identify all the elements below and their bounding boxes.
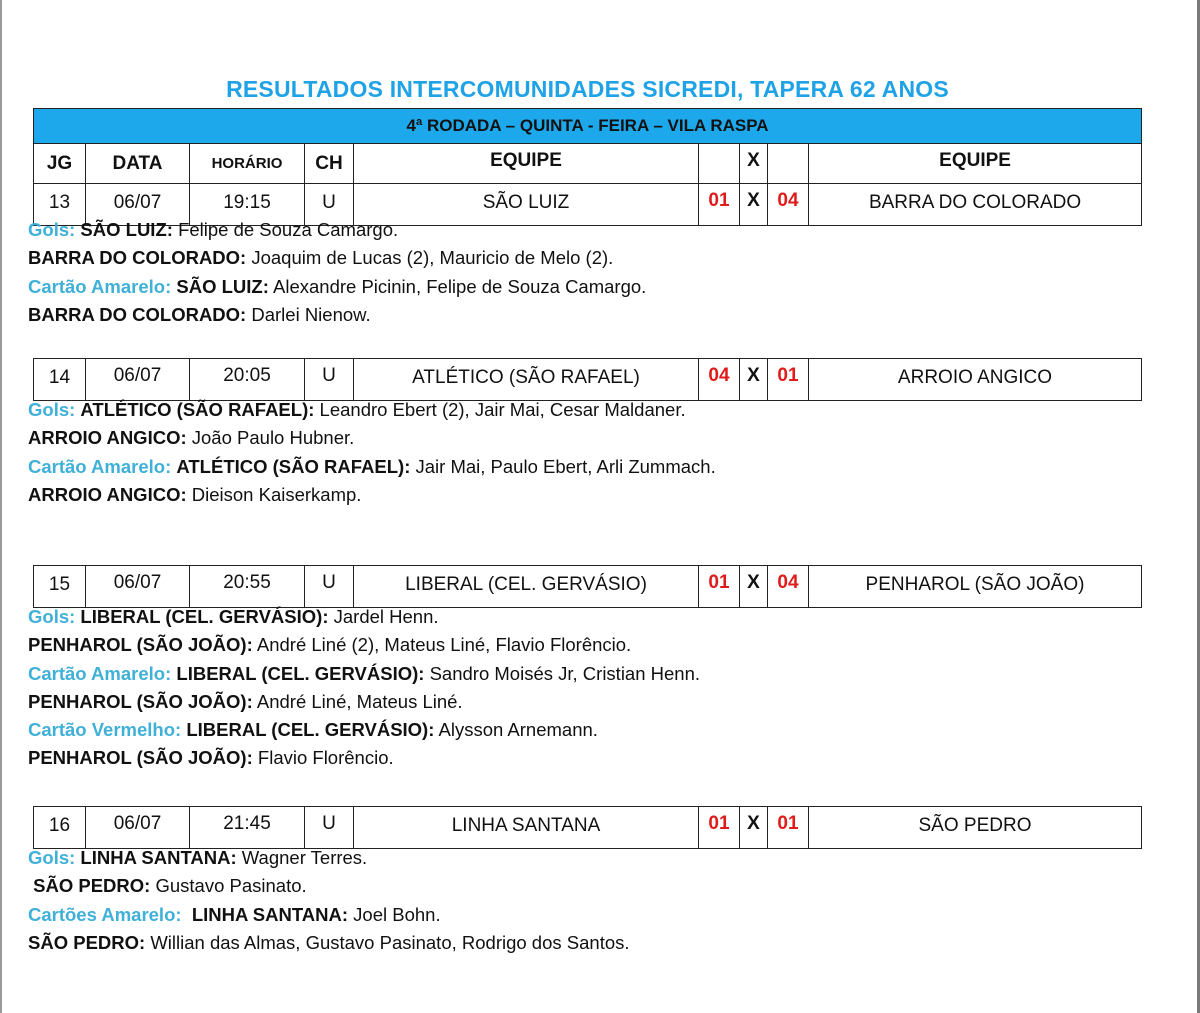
header-ch: CH bbox=[305, 144, 354, 184]
page-title: RESULTADOS INTERCOMUNIDADES SICREDI, TAPERA 62 ANOS bbox=[226, 76, 949, 102]
event-team: ATLÉTICO (SÃO RAFAEL): bbox=[176, 455, 411, 477]
event-team: PENHAROL (SÃO JOÃO): bbox=[28, 747, 253, 769]
round-title: 4ª RODADA – QUINTA - FEIRA – VILA RASPA bbox=[34, 109, 1142, 144]
match-time: 19:15 bbox=[190, 184, 305, 226]
event-label: Cartão Vermelho: bbox=[28, 719, 182, 741]
event-team: SÃO LUIZ: bbox=[176, 275, 269, 297]
event-line bbox=[28, 844, 630, 872]
match-date: 06/07 bbox=[86, 184, 190, 226]
match-16-events bbox=[28, 844, 630, 957]
event-line bbox=[28, 716, 700, 744]
match-date: 06/07 bbox=[86, 359, 190, 401]
event-team: ARROIO ANGICO: bbox=[28, 483, 187, 505]
event-text: Gustavo Pasinato. bbox=[155, 875, 307, 897]
event-label: Gols: bbox=[28, 219, 76, 240]
event-line bbox=[28, 273, 646, 301]
home-team: SÃO LUIZ bbox=[354, 184, 699, 226]
match-jg: 15 bbox=[34, 566, 86, 608]
home-score: 01 bbox=[699, 807, 740, 849]
event-text: Willian das Almas, Gustavo Pasinato, Rodrigo dos Santos. bbox=[150, 931, 630, 953]
event-team: SÃO PEDRO: bbox=[28, 931, 146, 953]
event-line bbox=[28, 603, 700, 631]
event-team: LINHA SANTANA: bbox=[80, 847, 237, 868]
event-label: Gols: bbox=[28, 606, 76, 627]
match-time: 20:05 bbox=[190, 359, 305, 401]
match-row bbox=[34, 359, 1142, 401]
versus-x: X bbox=[740, 359, 768, 401]
home-score: 01 bbox=[699, 566, 740, 608]
event-label: Cartões Amarelo: bbox=[28, 903, 182, 925]
page-left-edge bbox=[0, 0, 2, 1013]
event-team: SÃO PEDRO: bbox=[33, 875, 151, 897]
match-ch: U bbox=[305, 807, 354, 849]
event-team: BARRA DO COLORADO: bbox=[28, 303, 247, 325]
event-label: Gols: bbox=[28, 399, 76, 420]
event-text: Joaquim de Lucas (2), Mauricio de Melo (2). bbox=[251, 247, 614, 269]
versus-x: X bbox=[740, 184, 768, 226]
away-team: PENHAROL (SÃO JOÃO) bbox=[809, 566, 1142, 608]
event-text: Sandro Moisés Jr, Cristian Henn. bbox=[429, 662, 701, 684]
versus-x: X bbox=[740, 807, 768, 849]
header-equipe-away: EQUIPE bbox=[809, 144, 1142, 184]
away-team: BARRA DO COLORADO bbox=[809, 184, 1142, 226]
match-time: 20:55 bbox=[190, 566, 305, 608]
event-text: Darlei Nienow. bbox=[251, 303, 371, 325]
event-team: PENHAROL (SÃO JOÃO): bbox=[28, 634, 253, 656]
event-label: Cartão Amarelo: bbox=[28, 275, 172, 297]
header-blank-2 bbox=[768, 144, 809, 184]
header-blank-1 bbox=[699, 144, 740, 184]
away-score: 04 bbox=[768, 184, 809, 226]
event-label: Cartão Amarelo: bbox=[28, 455, 172, 477]
event-text: André Liné, Mateus Liné. bbox=[256, 690, 463, 712]
event-text: André Liné (2), Mateus Liné, Flavio Florêncio. bbox=[256, 634, 632, 656]
event-text: Wagner Terres. bbox=[241, 847, 368, 868]
match-jg: 13 bbox=[34, 184, 86, 226]
event-team: LIBERAL (CEL. GERVÁSIO): bbox=[186, 719, 435, 741]
match-date: 06/07 bbox=[86, 807, 190, 849]
event-team: LIBERAL (CEL. GERVÁSIO): bbox=[80, 606, 329, 627]
home-team: LINHA SANTANA bbox=[354, 807, 699, 849]
event-team: ATLÉTICO (SÃO RAFAEL): bbox=[80, 399, 315, 420]
away-score: 04 bbox=[768, 566, 809, 608]
event-text: Leandro Ebert (2), Jair Mai, Cesar Maldaner. bbox=[319, 399, 686, 420]
match-jg: 16 bbox=[34, 807, 86, 849]
event-team: SÃO LUIZ: bbox=[80, 219, 173, 240]
event-line bbox=[28, 481, 716, 509]
event-line bbox=[28, 216, 646, 244]
event-line bbox=[28, 660, 700, 688]
header-equipe-home: EQUIPE bbox=[354, 144, 699, 184]
home-score: 01 bbox=[699, 184, 740, 226]
event-line bbox=[28, 901, 630, 929]
away-team: SÃO PEDRO bbox=[809, 807, 1142, 849]
match-16-table bbox=[33, 806, 1142, 849]
event-text: Felipe de Souza Camargo. bbox=[178, 219, 399, 240]
event-line bbox=[28, 929, 630, 957]
event-line bbox=[28, 301, 646, 329]
event-line bbox=[28, 872, 630, 900]
round-bar bbox=[34, 109, 1142, 144]
match-jg: 14 bbox=[34, 359, 86, 401]
event-text: Alexandre Picinin, Felipe de Souza Camargo. bbox=[273, 275, 647, 297]
event-team: LINHA SANTANA: bbox=[191, 903, 349, 925]
match-15-events bbox=[28, 603, 700, 773]
event-label: Cartão Amarelo: bbox=[28, 662, 172, 684]
home-score: 04 bbox=[699, 359, 740, 401]
event-text: Jardel Henn. bbox=[333, 606, 439, 627]
match-13-events bbox=[28, 216, 646, 329]
home-team: ATLÉTICO (SÃO RAFAEL) bbox=[354, 359, 699, 401]
match-14-events bbox=[28, 396, 716, 509]
away-score: 01 bbox=[768, 807, 809, 849]
event-line bbox=[28, 631, 700, 659]
match-ch: U bbox=[305, 359, 354, 401]
event-line bbox=[28, 744, 700, 772]
match-date: 06/07 bbox=[86, 566, 190, 608]
event-line bbox=[28, 424, 716, 452]
versus-x: X bbox=[740, 566, 768, 608]
event-text: Jair Mai, Paulo Ebert, Arli Zummach. bbox=[415, 455, 716, 477]
match-row bbox=[34, 807, 1142, 849]
event-text: Flavio Florêncio. bbox=[257, 747, 394, 769]
header-data: DATA bbox=[86, 144, 190, 184]
event-line bbox=[28, 453, 716, 481]
event-team: PENHAROL (SÃO JOÃO): bbox=[28, 690, 253, 712]
event-text: João Paulo Hubner. bbox=[191, 427, 355, 449]
event-text: Dieison Kaiserkamp. bbox=[191, 483, 362, 505]
match-ch: U bbox=[305, 566, 354, 608]
match-ch: U bbox=[305, 184, 354, 226]
results-table-header bbox=[33, 108, 1142, 226]
event-line bbox=[28, 244, 646, 272]
header-horario: HORÁRIO bbox=[190, 144, 305, 184]
away-score: 01 bbox=[768, 359, 809, 401]
home-team: LIBERAL (CEL. GERVÁSIO) bbox=[354, 566, 699, 608]
match-row bbox=[34, 566, 1142, 608]
event-label: Gols: bbox=[28, 847, 76, 868]
column-headers bbox=[34, 144, 1142, 184]
match-time: 21:45 bbox=[190, 807, 305, 849]
event-team: LIBERAL (CEL. GERVÁSIO): bbox=[176, 662, 425, 684]
header-jg: JG bbox=[34, 144, 86, 184]
event-team: ARROIO ANGICO: bbox=[28, 427, 187, 449]
match-14-table bbox=[33, 358, 1142, 401]
event-text: Joel Bohn. bbox=[353, 903, 441, 925]
event-line bbox=[28, 688, 700, 716]
event-team: BARRA DO COLORADO: bbox=[28, 247, 247, 269]
match-15-table bbox=[33, 565, 1142, 608]
event-text: Alysson Arnemann. bbox=[438, 719, 598, 741]
event-line bbox=[28, 396, 716, 424]
header-x: X bbox=[740, 144, 768, 184]
away-team: ARROIO ANGICO bbox=[809, 359, 1142, 401]
